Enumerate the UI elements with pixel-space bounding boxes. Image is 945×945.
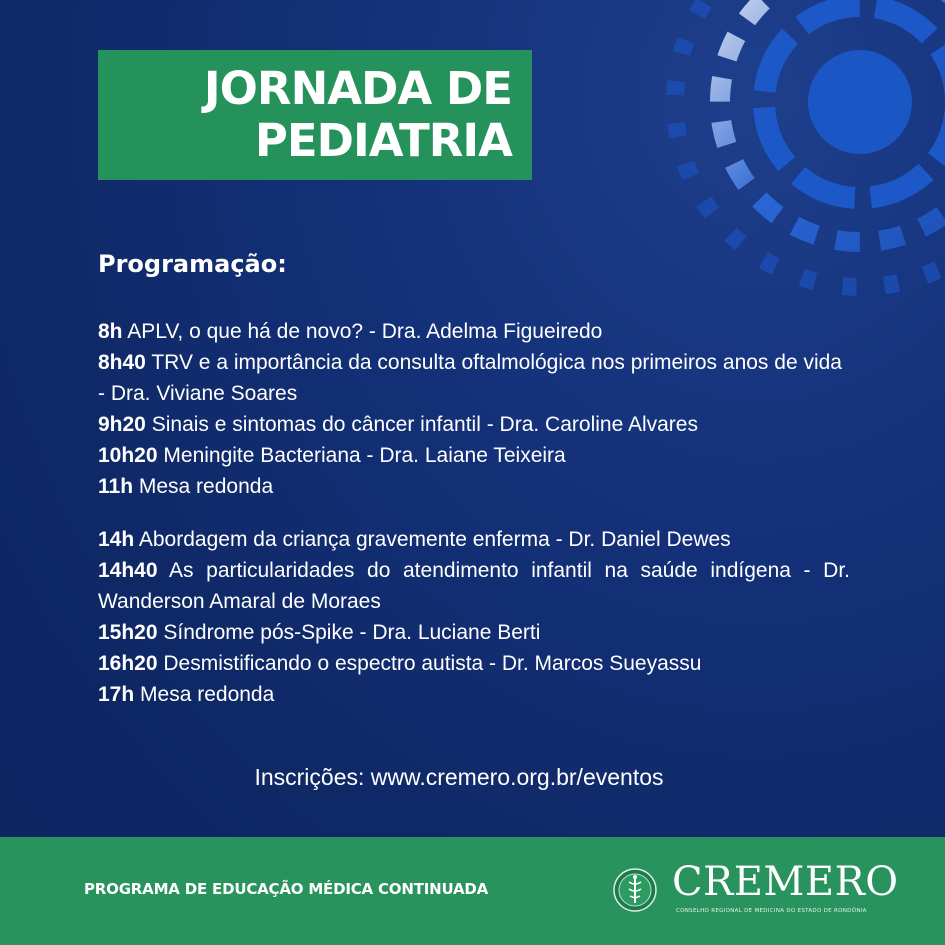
schedule-item	[98, 617, 850, 648]
schedule-time: 8h40	[98, 351, 146, 374]
schedule-talk: TRV e a importância da consulta oftalmológica nos primeiros anos de vida - Dra. Viviane Soares	[98, 351, 842, 405]
schedule-item	[98, 555, 850, 617]
schedule-item	[98, 524, 850, 555]
schedule-talk: As particularidades do atendimento infantil na saúde indígena - Dr. Wanderson Amaral de Moraes	[98, 559, 850, 613]
afternoon-schedule	[98, 524, 850, 710]
schedule-talk: APLV, o que há de novo? - Dra. Adelma Figueiredo	[127, 320, 603, 343]
program-name: PROGRAMA DE EDUCAÇÃO MÉDICA CONTINUADA	[84, 880, 489, 898]
schedule-item	[98, 648, 850, 679]
morning-schedule	[98, 316, 850, 502]
decorative-circle-pattern	[640, 0, 945, 320]
schedule-time: 9h20	[98, 413, 146, 436]
event-title-box	[98, 50, 532, 180]
schedule-item	[98, 679, 850, 710]
schedule-item	[98, 440, 850, 471]
schedule-time: 17h	[98, 683, 135, 706]
program-heading: Programação:	[98, 250, 287, 278]
schedule	[98, 316, 850, 710]
registration-info: Inscrições: www.cremero.org.br/eventos	[254, 764, 664, 790]
schedule-time: 15h20	[98, 621, 158, 644]
schedule-time: 11h	[98, 475, 134, 498]
cremero-logo-tagline: CONSELHO REGIONAL DE MEDICINA DO ESTADO DE RONDÔNIA	[676, 908, 867, 914]
schedule-time: 16h20	[98, 652, 158, 675]
schedule-talk: Desmistificando o espectro autista - Dr. Marcos Sueyassu	[163, 652, 702, 675]
schedule-item	[98, 347, 850, 409]
event-title-line-2: PEDIATRIA	[254, 114, 512, 167]
schedule-time: 10h20	[98, 444, 158, 467]
schedule-talk: Abordagem da criança gravemente enferma - Dr. Daniel Dewes	[138, 528, 731, 551]
schedule-item	[98, 471, 850, 502]
schedule-item	[98, 316, 850, 347]
schedule-time: 8h	[98, 320, 123, 343]
schedule-talk: Síndrome pós-Spike - Dra. Luciane Berti	[163, 621, 541, 644]
footer-bar	[0, 837, 945, 945]
cremero-logo-text: CREMERO	[672, 859, 899, 905]
schedule-time: 14h40	[98, 559, 158, 582]
schedule-talk: Meningite Bacteriana - Dra. Laiane Teixeira	[163, 444, 566, 467]
schedule-item	[98, 409, 850, 440]
event-title-line-1: JORNADA DE	[203, 62, 512, 115]
schedule-time: 14h	[98, 528, 135, 551]
schedule-talk: Mesa redonda	[140, 683, 275, 706]
schedule-talk: Sinais e sintomas do câncer infantil - Dra. Caroline Alvares	[151, 413, 698, 436]
schedule-talk: Mesa redonda	[138, 475, 274, 498]
caduceus-emblem-icon	[612, 867, 658, 913]
